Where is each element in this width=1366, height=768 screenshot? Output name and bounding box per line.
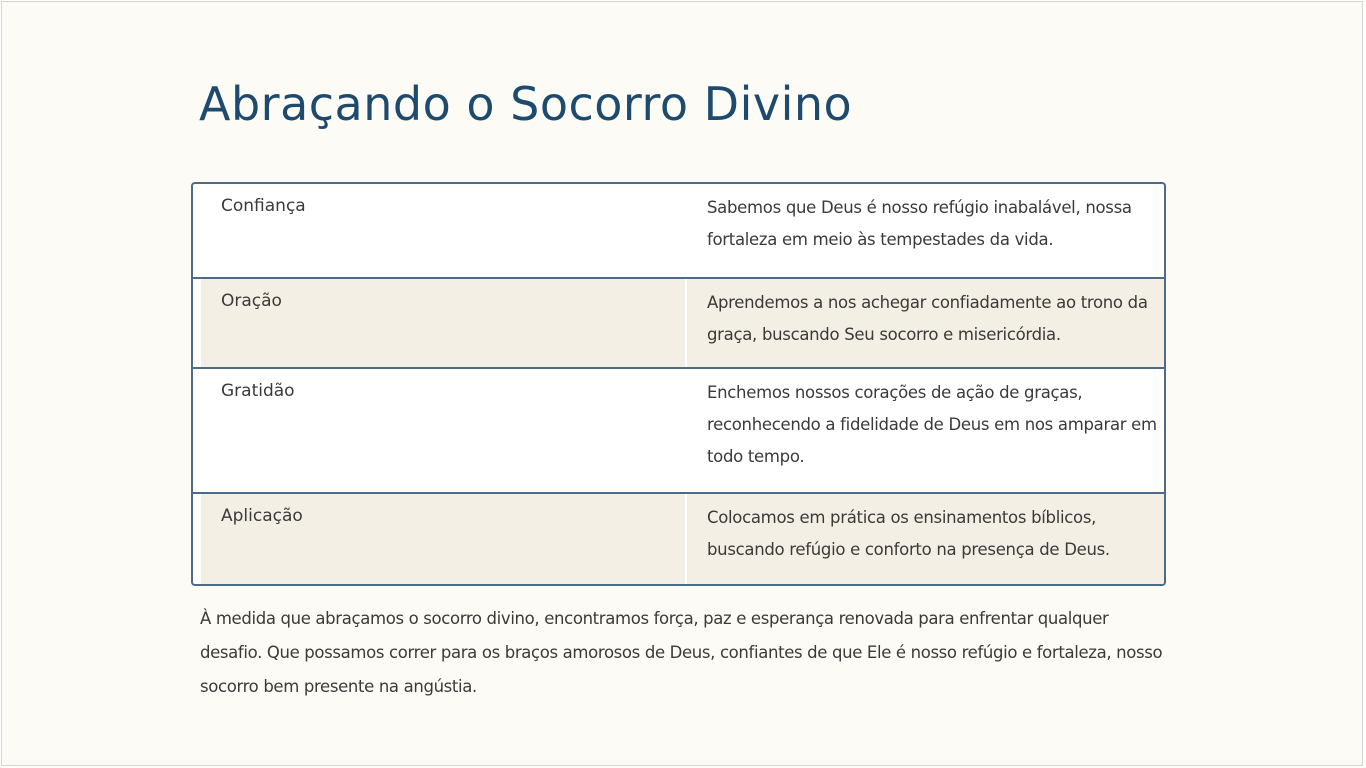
table-row — [193, 184, 1164, 277]
slide-title: Abraçando o Socorro Divino — [199, 77, 853, 131]
table-row — [193, 492, 1164, 584]
slide — [1, 1, 1363, 766]
row-description: Colocamos em prática os ensinamentos bíblicos, buscando refúgio e conforto na presença de Deus. — [707, 508, 1110, 559]
row-label: Aplicação — [221, 506, 303, 526]
content-table — [191, 182, 1166, 586]
table-row — [193, 367, 1164, 492]
row-description: Enchemos nossos corações de ação de graças, reconhecendo a fidelidade de Deus em nos amparar em todo tempo. — [707, 383, 1157, 466]
row-label: Confiança — [221, 196, 306, 216]
row-description: Aprendemos a nos achegar confiadamente ao trono da graça, buscando Seu socorro e misericórdia. — [707, 293, 1148, 344]
row-description: Sabemos que Deus é nosso refúgio inabalável, nossa fortaleza em meio às tempestades da vida. — [707, 198, 1132, 249]
row-label: Gratidão — [221, 381, 295, 401]
table-row — [193, 277, 1164, 367]
row-label: Oração — [221, 291, 282, 311]
conclusion-paragraph: À medida que abraçamos o socorro divino, encontramos força, paz e esperança renovada para enfrentar qualquer desafio. Que possamos correr para os braços amorosos de Deus, confiantes de que Ele é nosso refúgio e fortaleza, nosso socorro bem presente na angústia. — [200, 609, 1163, 696]
